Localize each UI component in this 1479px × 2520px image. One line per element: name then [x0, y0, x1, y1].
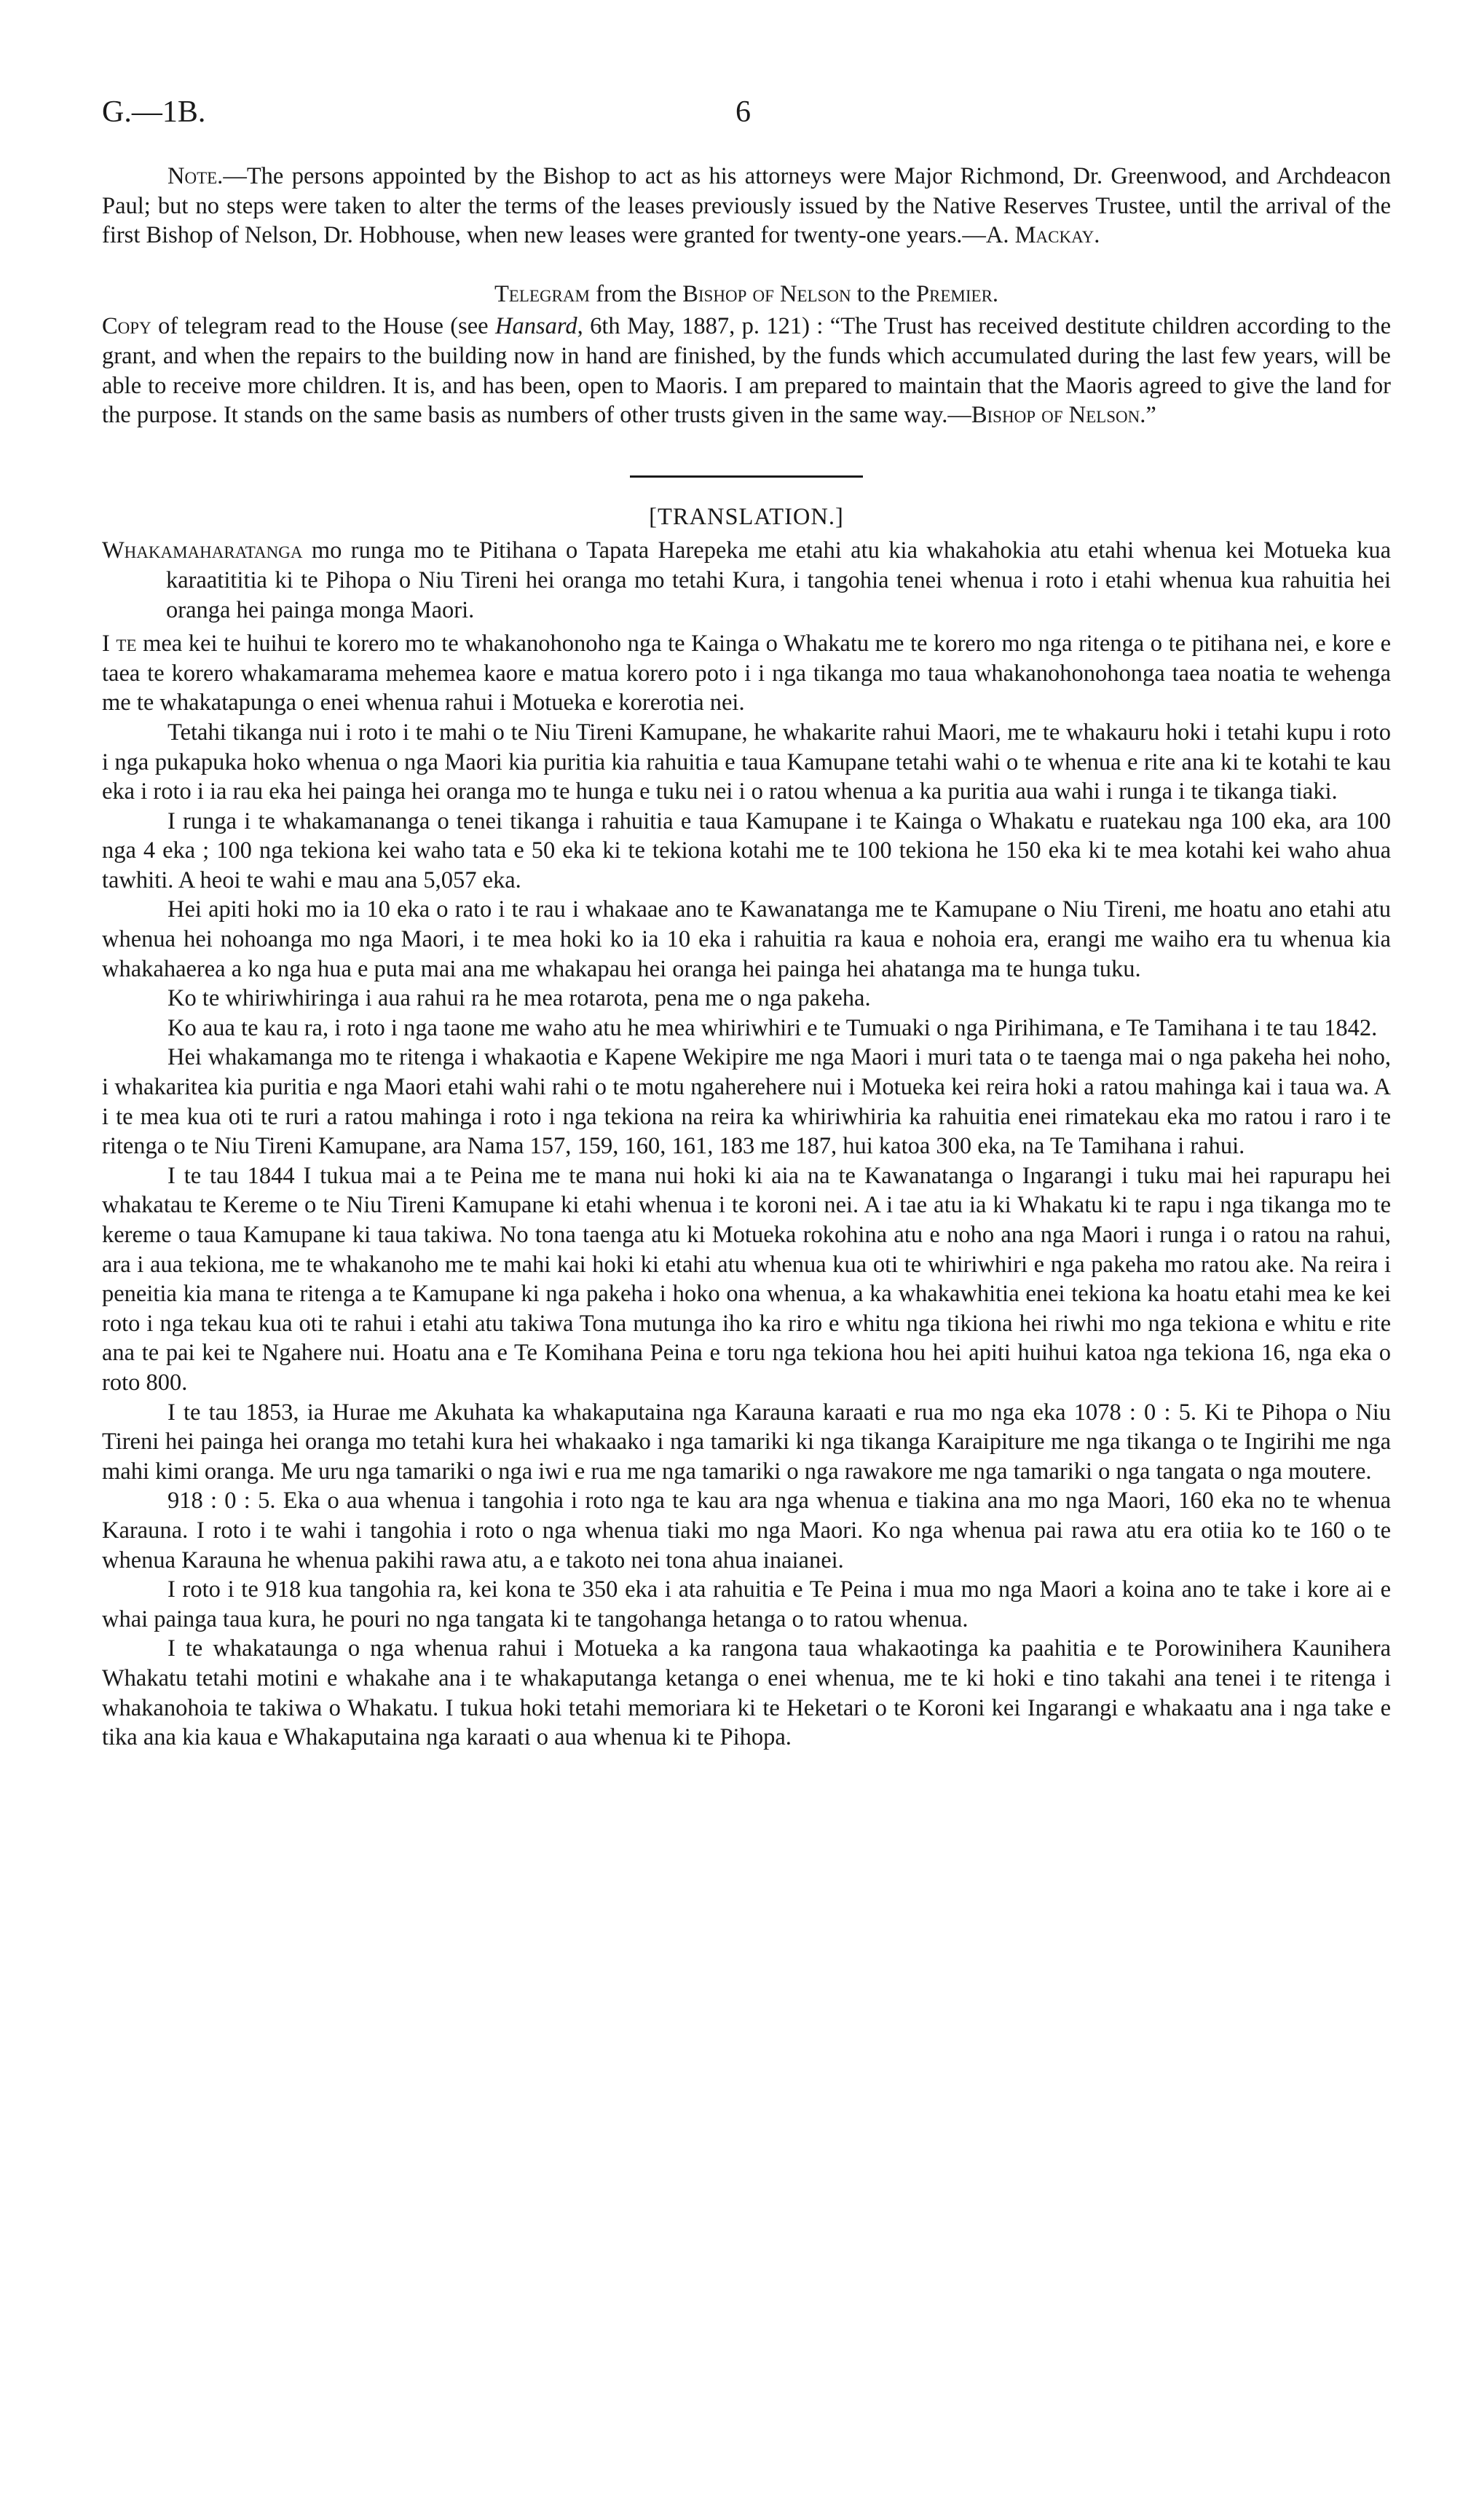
- translation-paragraph: I te whakataunga o nga whenua rahui i Motueka a ka rangona taua whakaotinga ka paahitia e te Porowinihera Kaunihera Whakatu tetahi motini e whakahe ana i te whakaputanga ketanga o enei whenua, me te ki hoki e tino takahi ana tenei i te ritenga i whakanohoia te takiwa o Whakatu. I tukua hoki tetahi memoriara ki te Heketari o te Koroni kei Ingarangi e whakaatu ana i nga take e tika ana kia kaua e Whakaputaina nga karaati o aua whenua ki te Pihopa.: [102, 1635, 1391, 1751]
- translation-title-lead: Whakamaharatanga: [102, 537, 303, 564]
- translation-paragraph: I roto i te 918 kua tangohia ra, kei kona te 350 eka i ata rahuitia e Te Peina i mua mo nga Maori a koina ano te take i kore ai e whai painga taua kura, he pouri no nga tangata ki te tangohanga hetanga o to ratou whenua.: [102, 1576, 1391, 1632]
- telegram-text-1: of telegram read to the House (see: [151, 313, 496, 340]
- telegram-title: [102, 280, 1391, 309]
- note-lead: Note.: [167, 163, 224, 189]
- telegram-title-recipient: Premier.: [915, 280, 999, 307]
- section-divider: [630, 475, 863, 478]
- translation-paragraph: 918 : 0 : 5. Eka o aua whenua i tangohia i roto nga te kau ara nga whenua e tiakina ana mo nga Maori, 160 eka no te whenua Karauna. I roto i te wahi i tangohia i roto o nga whenua tiaki mo nga Maori. Ko nga whenua pai rawa atu era otiia ko te 160 o te whenua Karauna he whenua pakihi rawa atu, a e takoto nei tona ahua inaianei.: [102, 1488, 1391, 1573]
- telegram-title-from: from the: [589, 280, 683, 307]
- note-paragraph: [102, 162, 1391, 250]
- translation-heading: [TRANSLATION.]: [649, 503, 844, 530]
- translation-paragraph: I te tau 1853, ia Hurae me Akuhata ka whakaputaina nga Karauna karaati e rua mo nga eka 1078 : 0 : 5. Ki te Pihopa o Niu Tireni hei painga hei oranga mo tetahi kura hei whakaako i nga tamariki ki nga tikanga Karaipiture me nga tikanga o te Ingirihi me nga mahi kimi oranga. Me uru nga tamariki o nga iwi e rua me nga tamariki o nga rawakore me nga tamariki o nga tangata o nga moutere.: [102, 1399, 1391, 1485]
- first-paragraph-text: mea kei te huihui te korero mo te whakanohonoho nga te Kainga o Whakatu me te korero mo nga ritenga o te pitihana nei, e kore e taea te korero whakamarama mehemea kaore e matua korero poto i i nga tikanga mo taua whakanohonohonga taea noatia te wehenga me te whakatapunga o enei whenua rahui i Motueka e korerotia nei.: [102, 631, 1391, 716]
- translation-paragraph: Ko te whiriwhiringa i aua rahui ra he mea rotarota, pena me o nga pakeha.: [167, 985, 871, 1012]
- translation-paragraph: I te tau 1844 I tukua mai a te Peina me te mana nui hoki ki aia na te Kawanatanga o Ingarangi i tuku mai hei rapurapu hei whakatau te Kereme o te Niu Tireni Kamupane ki etahi whenua i te koroni nei. A i tae atu ia ki Whakatu ki te rapu i nga tikanga mo te kereme o taua Kamupane ki taua takiwa. No tona taenga atu ki Motueka rokohina atu e noho ana nga Maori i runga i o ratou na rahui, ara i aua tekiona, me te whakanoho me te mahi kai hoki ki etahi atu whenua kua oti te whiriwhiri e nga pakeha mo ratou ake. Na reira i peneitia kia mana te ritenga a te Kamupane ki nga pakeha i hoko ona whenua, a ka whakawhitia enei tekiona ka hoatu etahi mea ke kei roto i nga tekau kua oti te rahui i etahi atu takiwa Tona mutunga iho ka riro e whitu nga tikiona hei riwhi mo nga tekiona e whitu e rite ana te pai kei te Ngahere nui. Hoatu ana e Te Komihana Peina e toru nga tekiona hou hei apiti huihui katoa nga tekiona 16, nga eka o roto 800.: [102, 1162, 1391, 1396]
- note-signature: Mackay.: [1014, 222, 1100, 249]
- translation-title: [102, 536, 1391, 625]
- first-paragraph-lead: I te: [102, 631, 137, 657]
- translation-paragraph: Hei apiti hoki mo ia 10 eka o rato i te rau i whakaae ano te Kawanatanga me te Kamupane o Niu Tireni, me hoatu ano etahi atu whenua hei nohoanga mo nga Maori, i te mea hoki ko ia 10 eka i rahuitia ra kaua e nohoia era, erangi me waiho era tu whenua kia whakahaerea a ko nga hua e puta mai ana me whakapau hei oranga hei painga hei ahatanga ma te hunga tuku.: [102, 896, 1391, 982]
- translation-title-text: mo runga mo te Pitihana o Tapata Harepeka me etahi atu kia whakahokia atu etahi whenua kei Motueka kua karaatititia ki te Pihopa o Niu Tireni hei oranga mo tetahi Kura, i tangohia tenei whenua i roto i etahi whenua kua rahuitia hei oranga hei painga monga Maori.: [166, 537, 1391, 623]
- document-page: [102, 95, 1391, 1753]
- telegram-close-quote: ”: [1145, 402, 1156, 429]
- translation-paragraph: I runga i te whakamananga o tenei tikanga i rahuitia e taua Kamupane i te Kainga o Whakatu e ruatekau nga 100 eka, ara 100 nga 4 eka ; 100 nga tekiona kei waho tata e 50 eka ki te tekiona kotahi me te 100 tekiona he 150 eka ki te mea kotahi kei waho ahua tawhiti. A heoi te wahi e mau ana 5,057 eka.: [102, 807, 1391, 893]
- telegram-body: [102, 312, 1391, 430]
- translation-paragraph: Hei whakamanga mo te ritenga i whakaotia e Kapene Wekipire me nga Maori i muri tata o te taenga mai o nga pakeha hei noho, i whakaritea kia puritia e nga Maori etahi wahi rahi o te motu ngaherehere nui i Motueka kei reira hoki a ratou mahinga kai i taua wa. A i te mea kua oti te ruri a ratou mahinga i roto i nga tekiona na reira ka whiriwhiria ka rahuitia enei rimatekau eka mo ratou i raro i te ritenga o te Niu Tireni Kamupane, ara Nama 157, 159, 160, 161, 183 me 187, hui katoa 300 eka, na Te Tamihana i rahui.: [102, 1044, 1391, 1160]
- page-header: [102, 95, 1391, 146]
- telegram-signature: Bishop of Nelson.: [971, 402, 1146, 429]
- telegram-title-sender: Bishop of Nelson: [682, 280, 851, 307]
- telegram-title-to: to the: [851, 280, 916, 307]
- page-number: 6: [735, 95, 751, 129]
- paper-reference: G.—1B.: [102, 95, 206, 129]
- translation-first-paragraph: [102, 629, 1391, 718]
- translation-paragraph: Tetahi tikanga nui i roto i te mahi o te Niu Tireni Kamupane, he whakarite rahui Maori, me te whakauru hoki i tetahi kupu i roto i nga pukapuka hoko whenua o nga Maori kia puritia kia rahuitia e taua Kamupane tetahi wahi o te whenua e rite ana ki te kotahi te kau eka i roto i ia rau eka hei painga hei oranga mo te hunga e tuku nei i o ratou whenua a ka puritia aua wahi i runga i te tikanga tiaki.: [102, 719, 1391, 805]
- translation-body: [102, 629, 1391, 1753]
- hansard-citation: Hansard: [495, 313, 577, 340]
- translation-paragraph: Ko aua te kau ra, i roto i nga taone me waho atu he mea whiriwhiri e te Tumuaki o nga Pirihimana, e Te Tamihana i te tau 1842.: [167, 1014, 1378, 1041]
- telegram-title-word: Telegram: [494, 280, 590, 307]
- telegram-text-2: , 6th May, 1887, p. 121) : “The Trust has received destitute children according to the grant, and when the repairs to the building now in hand are finished, by the funds which accumulated during the last few years, will be able to receive more children. It is, and has been, open to Maoris. I am prepared to maintain that the Maoris agreed to give the land for the purpose. It stands on the same basis as numbers of other trusts given in the same way.—: [102, 313, 1392, 429]
- note-text: —The persons appointed by the Bishop to act as his attorneys were Major Richmond, Dr. Greenwood, and Archdeacon Paul; but no steps were taken to alter the terms of the leases previously issued by the Native Reserves Trustee, until the arrival of the first Bishop of Nelson, Dr. Hobhouse, when new leases were granted for twenty-one years.—A.: [102, 163, 1391, 249]
- telegram-copy-lead: Copy: [102, 313, 151, 340]
